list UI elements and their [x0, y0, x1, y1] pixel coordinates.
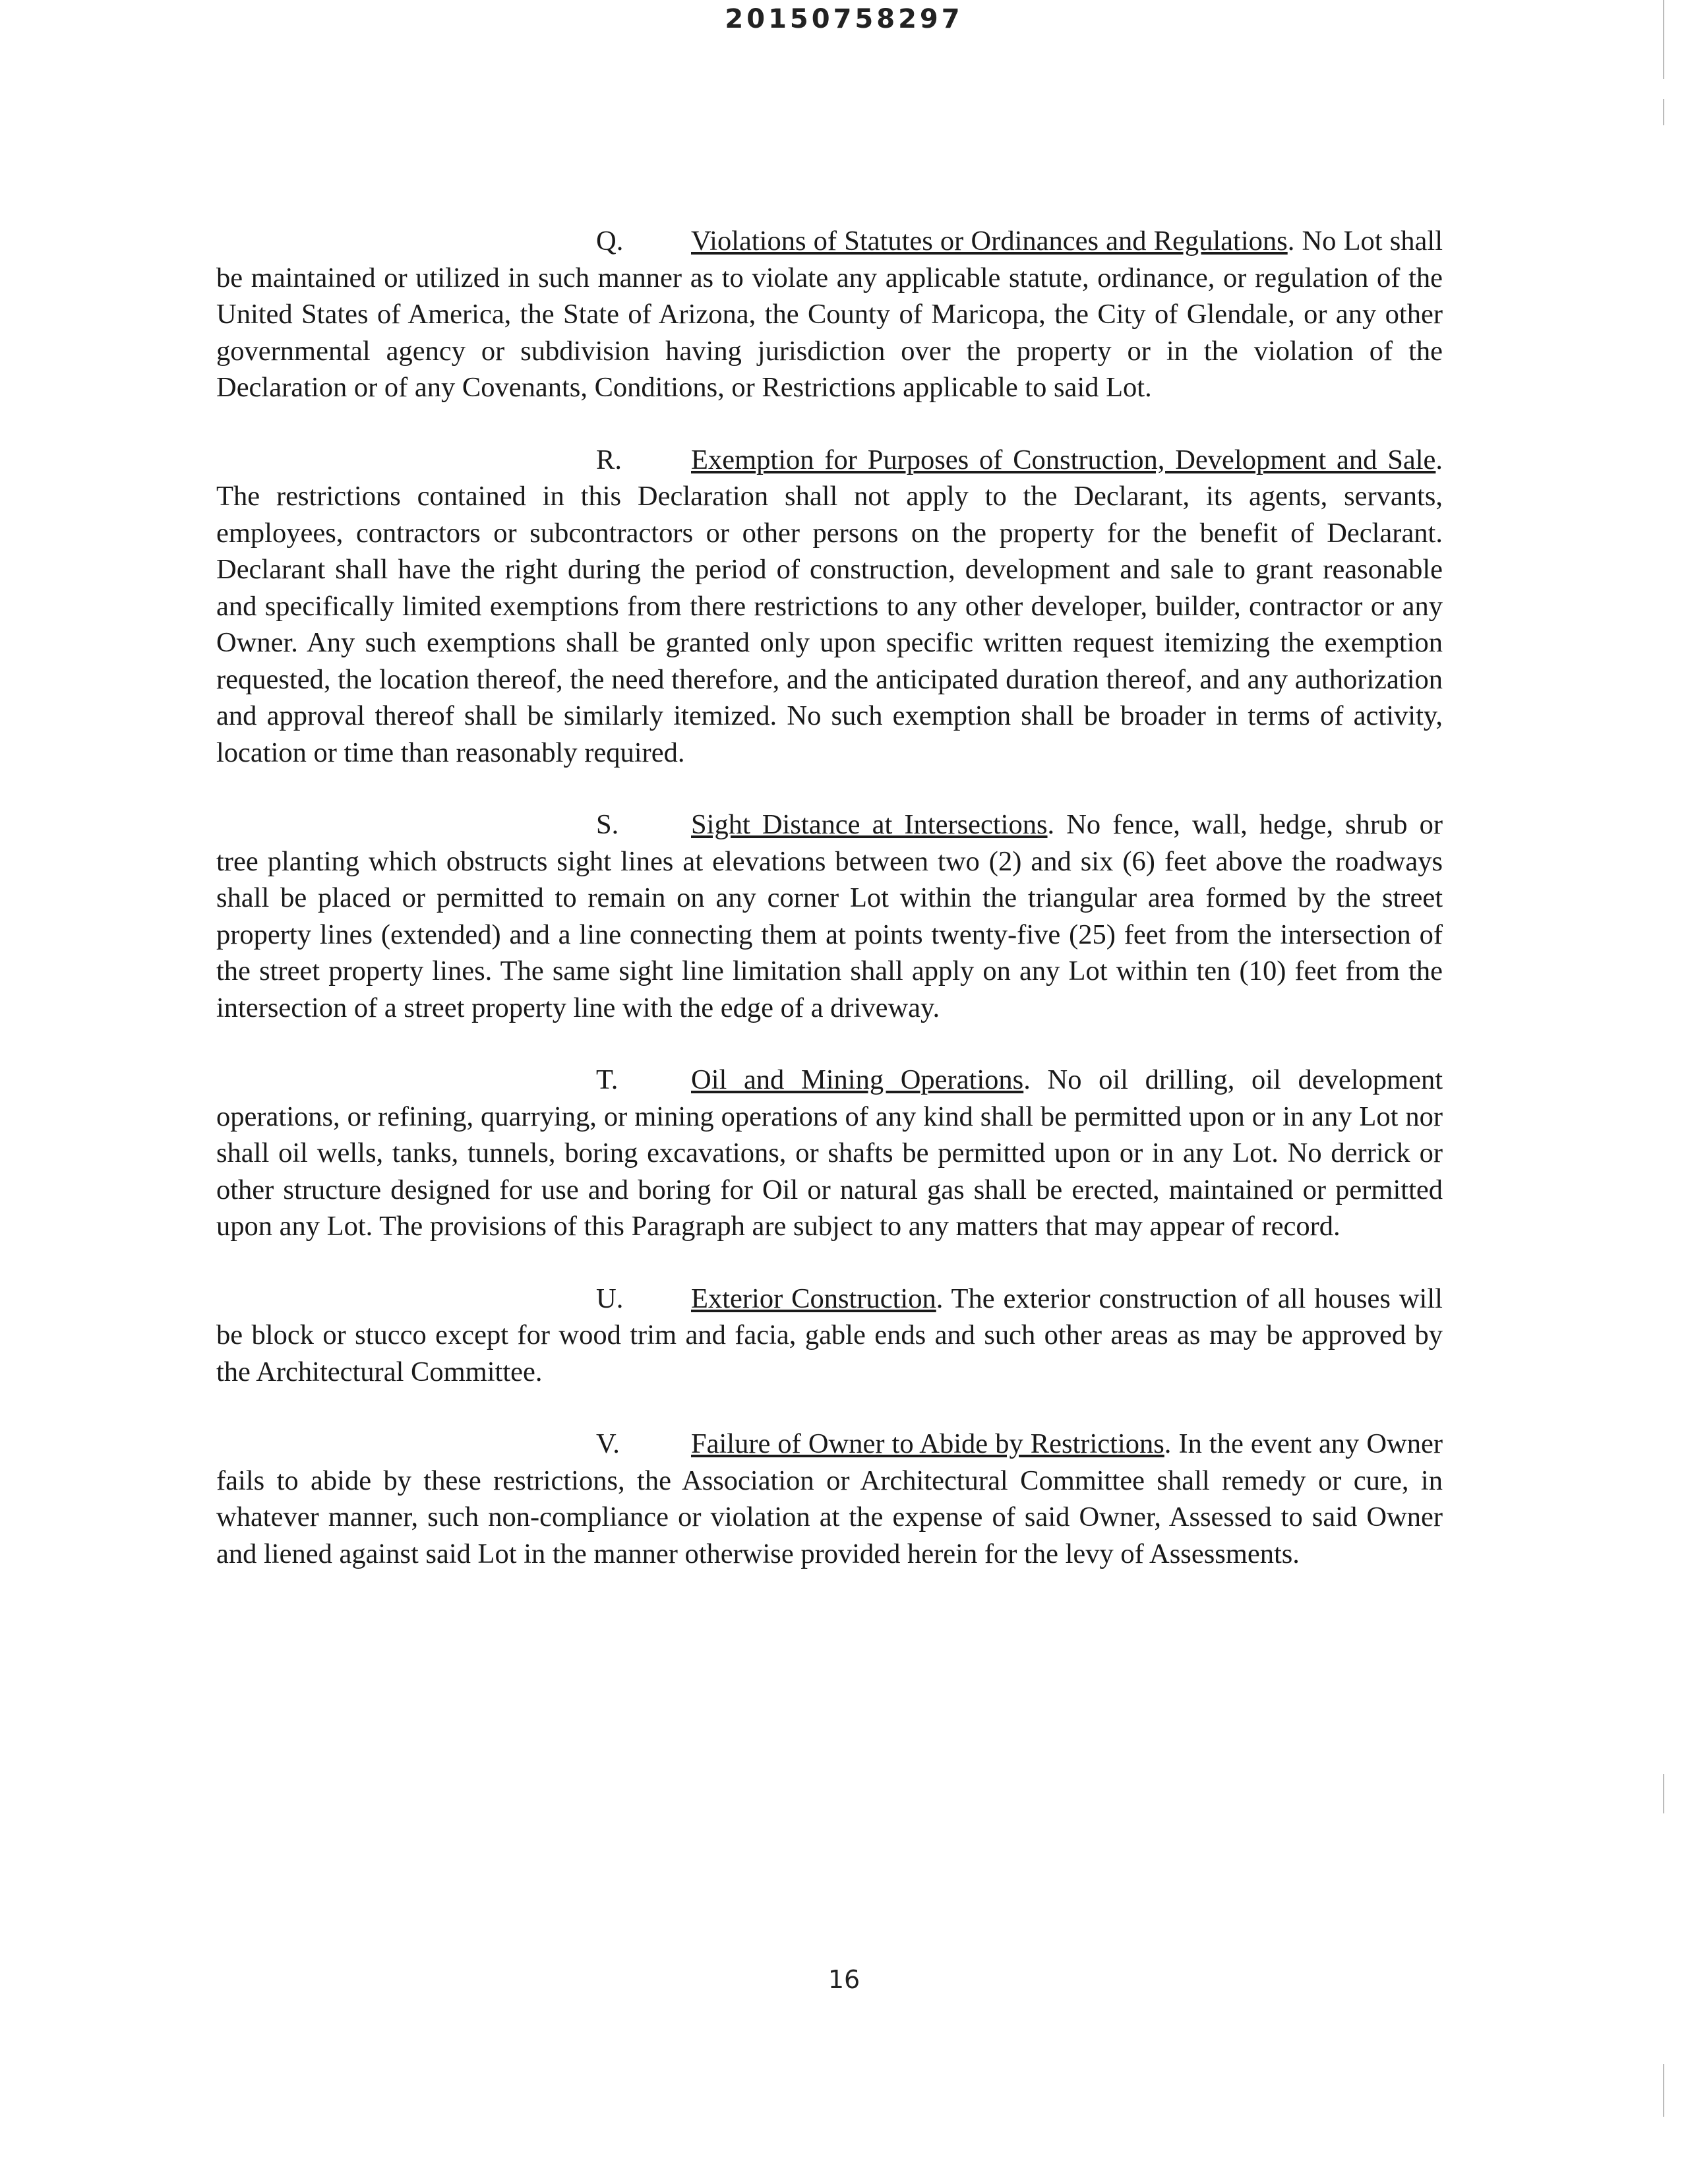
section-paragraph [216, 223, 1443, 406]
scan-mark [1663, 1774, 1664, 1813]
section-letter: U. [596, 1283, 624, 1314]
section-paragraph [216, 1062, 1443, 1245]
section-heading: Oil and Mining Operations [691, 1064, 1024, 1095]
scan-mark [1663, 0, 1664, 79]
section-text: . No fence, wall, hedge, shrub or tree planting which obstructs sight lines at elevations between two (2) and six (6) feet above the roadways shall be placed or permitted to remain on any corner Lot within the triangular area formed by the street property lines (extended) and a line connecting them at points twenty-five (25) feet from the intersection of the street property lines. The same sight line limitation shall apply on any Lot within ten (10) feet from the intersection of a street property line with the edge of a driveway. [216, 809, 1443, 1023]
section-u [216, 1281, 1443, 1391]
section-letter: T. [596, 1064, 618, 1095]
section-paragraph [216, 442, 1443, 772]
section-text: . The exterior construction of all houses will be block or stucco except for wood trim and facia, gable ends and such other areas as may be approved by the Architectural Committee. [216, 1283, 1443, 1387]
section-heading: Exterior Construction [691, 1283, 936, 1314]
scan-mark [1663, 99, 1664, 125]
section-paragraph [216, 1281, 1443, 1391]
section-heading: Violations of Statutes or Ordinances and Regulations [691, 226, 1288, 257]
section-text: . The restrictions contained in this Declaration shall not apply to the Declarant, its agents, servants, employees, contractors or subcontractors or other persons on the property for the benefit of Declarant. Declarant shall have the right during the period of construction, development and sale to grant reasonable and specifically limited exemptions from there restrictions to any other developer, builder, contractor or any Owner. Any such exemptions shall be granted only upon specific written request itemizing the exemption requested, the location thereof, the need therefore, and the anticipated duration thereof, and any authorization and approval thereof shall be similarly itemized. No such exemption shall be broader in terms of activity, location or time than reasonably required. [216, 444, 1443, 768]
scan-edge-marks [1663, 0, 1666, 2184]
document-body [216, 223, 1443, 1608]
section-letter: V. [596, 1428, 620, 1459]
section-s [216, 806, 1443, 1026]
section-v [216, 1426, 1443, 1572]
document-number: 20150758297 [725, 4, 963, 34]
section-paragraph [216, 1426, 1443, 1572]
section-t [216, 1062, 1443, 1245]
section-text: . No oil drilling, oil development operations, or refining, quarrying, or mining operations of any kind shall be permitted upon or in any Lot nor shall oil wells, tanks, tunnels, boring excavations, or shafts be permitted upon or in any Lot. No derrick or other structure designed for use and boring for Oil or natural gas shall be erected, maintained or permitted upon any Lot. The provisions of this Paragraph are subject to any matters that may appear of record. [216, 1064, 1443, 1242]
section-heading: Exemption for Purposes of Construction, Development and Sale [691, 444, 1436, 475]
section-heading: Sight Distance at Intersections [691, 809, 1048, 840]
section-letter: S. [596, 809, 619, 840]
section-letter: Q. [596, 226, 624, 257]
section-heading: Failure of Owner to Abide by Restrictions [691, 1428, 1164, 1459]
section-r [216, 442, 1443, 772]
page-number: 16 [828, 1965, 860, 1994]
section-letter: R. [596, 444, 622, 475]
section-paragraph [216, 806, 1443, 1026]
section-q [216, 223, 1443, 406]
scan-mark [1663, 2064, 1664, 2117]
section-text: . In the event any Owner fails to abide by these restrictions, the Association or Architectural Committee shall remedy or cure, in whatever manner, such non-compliance or violation at the expense of said Owner, Assessed to said Owner and liened against said Lot in the manner otherwise provided herein for the levy of Assessments. [216, 1428, 1443, 1569]
section-text: . No Lot shall be maintained or utilized in such manner as to violate any applicable statute, ordinance, or regulation of the United States of America, the State of Arizona, the County of Maricopa, the City of Glendale, or any other governmental agency or subdivision having jurisdiction over the property or in the violation of the Declaration or of any Covenants, Conditions, or Restrictions applicable to said Lot. [216, 226, 1443, 403]
